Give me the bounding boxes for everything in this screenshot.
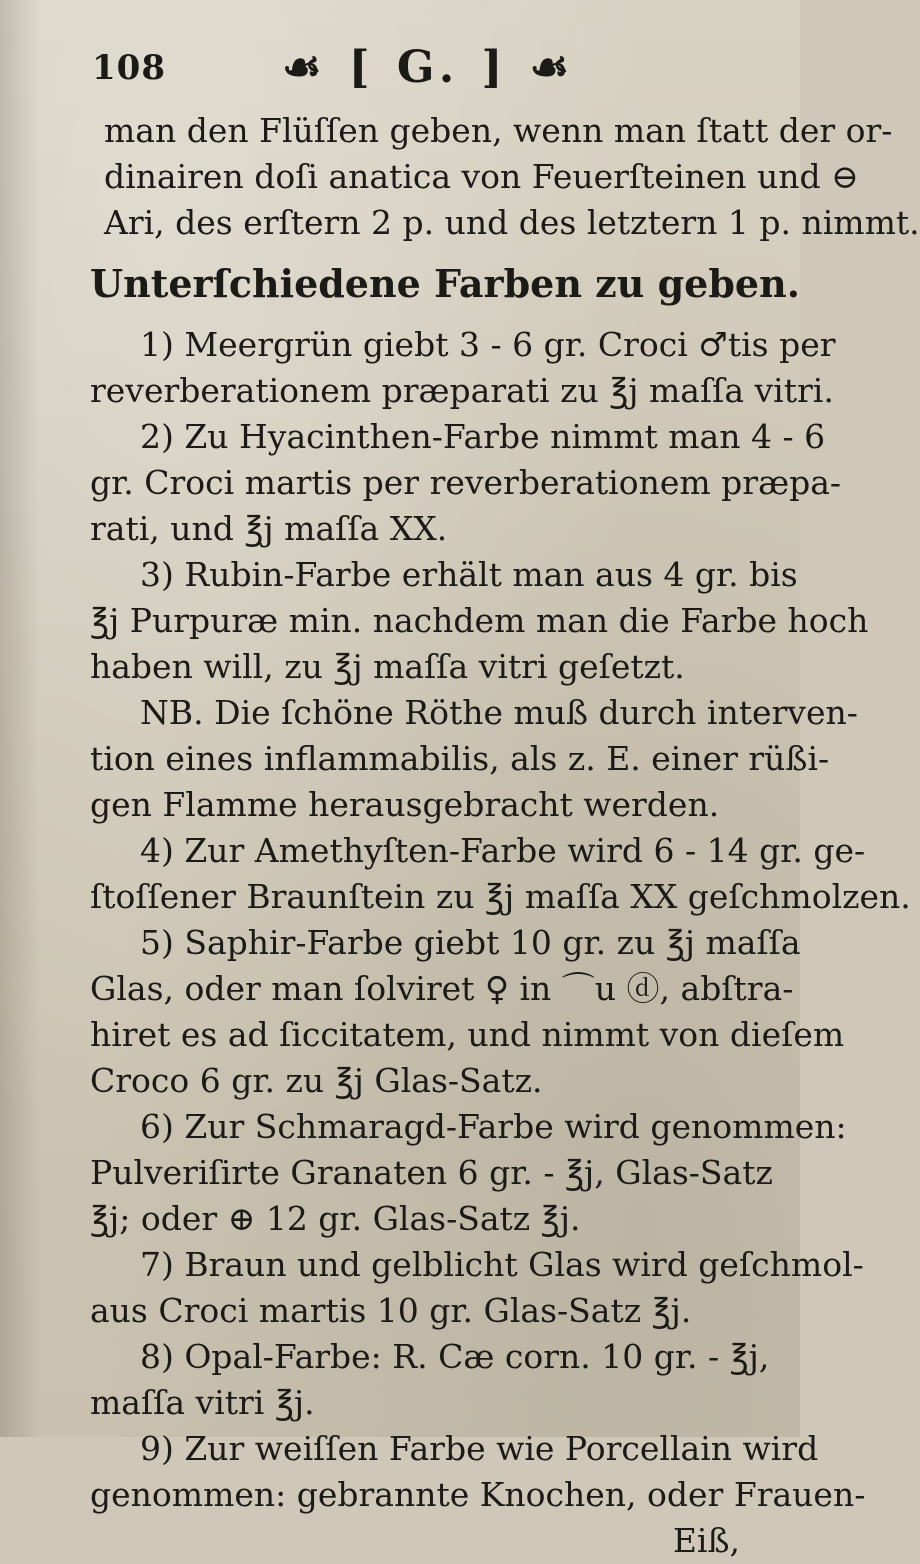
- text-line: 3) Rubin-Farbe erhält man aus 4 gr. bis: [140, 555, 798, 594]
- running-head: ☙ [ G. ] ☙: [282, 42, 576, 93]
- text-line: man den Flüſſen geben, wenn man ſtatt der or-: [104, 111, 893, 150]
- text-line: ℥j; oder ⊕ 12 gr. Glas-Satz ℥j.: [90, 1199, 581, 1238]
- page-header: [92, 42, 732, 102]
- catchword: Eiß,: [672, 1521, 740, 1560]
- body-text: [90, 108, 920, 1564]
- text-line: Ari, des erſtern 2 p. und des letztern 1 p. nimmt.: [104, 203, 920, 242]
- text-line: NB. Die ſchöne Röthe muß durch interven-: [140, 693, 858, 732]
- text-line: dinairen doſi anatica von Feuerſteinen und ⊖: [104, 157, 859, 196]
- text-line: 7) Braun und gelblicht Glas wird geſchmol-: [140, 1245, 864, 1284]
- text-line: ſtoſſener Braunſtein zu ℥j maſſa XX geſchmolzen.: [90, 877, 911, 916]
- text-line: Glas, oder man ſolviret ♀ in ⌒u ⓓ, abſtra-: [90, 969, 794, 1008]
- text-line: Pulveriſirte Granaten 6 gr. - ℥j, Glas-Satz: [90, 1153, 773, 1192]
- text-line: haben will, zu ℥j maſſa vitri geſetzt.: [90, 647, 685, 686]
- text-line: gr. Croci martis per reverberationem præpa-: [90, 463, 842, 502]
- text-line: tion eines inflammabilis, als z. E. einer rüßi-: [90, 739, 830, 778]
- text-line: gen Flamme herausgebracht werden.: [90, 785, 720, 824]
- text-line: aus Croci martis 10 gr. Glas-Satz ℥j.: [90, 1291, 692, 1330]
- page-gutter-shadow: [0, 0, 40, 1437]
- text-line: 4) Zur Amethyſten-Farbe wird 6 - 14 gr. ge-: [140, 831, 866, 870]
- text-line: 5) Saphir-Farbe giebt 10 gr. zu ℥j maſſa: [140, 923, 801, 962]
- page-number: 108: [92, 48, 166, 88]
- text-line: maſſa vitri ℥j.: [90, 1383, 315, 1422]
- section-heading: Unterſchiedene Farben zu geben.: [90, 261, 800, 306]
- text-line: rati, und ℥j maſſa XX.: [90, 509, 448, 548]
- text-line: ℥j Purpuræ min. nachdem man die Farbe hoch: [90, 601, 869, 640]
- text-line: 1) Meergrün giebt 3 - 6 gr. Croci ♂tis per: [140, 325, 836, 364]
- text-line: 2) Zu Hyacinthen-Farbe nimmt man 4 - 6: [140, 417, 826, 456]
- text-line: Croco 6 gr. zu ℥j Glas-Satz.: [90, 1061, 543, 1100]
- text-line: genommen: gebrannte Knochen, oder Frauen-: [90, 1475, 866, 1514]
- text-line: 9) Zur weiſſen Farbe wie Porcellain wird: [140, 1429, 819, 1468]
- text-line: 6) Zur Schmaragd-Farbe wird genommen:: [140, 1107, 847, 1146]
- text-line: reverberationem præparati zu ℥j maſſa vitri.: [90, 371, 834, 410]
- text-line: 8) Opal-Farbe: R. Cæ corn. 10 gr. - ℥j,: [140, 1337, 770, 1376]
- text-line: hiret es ad ſiccitatem, und nimmt von dieſem: [90, 1015, 845, 1054]
